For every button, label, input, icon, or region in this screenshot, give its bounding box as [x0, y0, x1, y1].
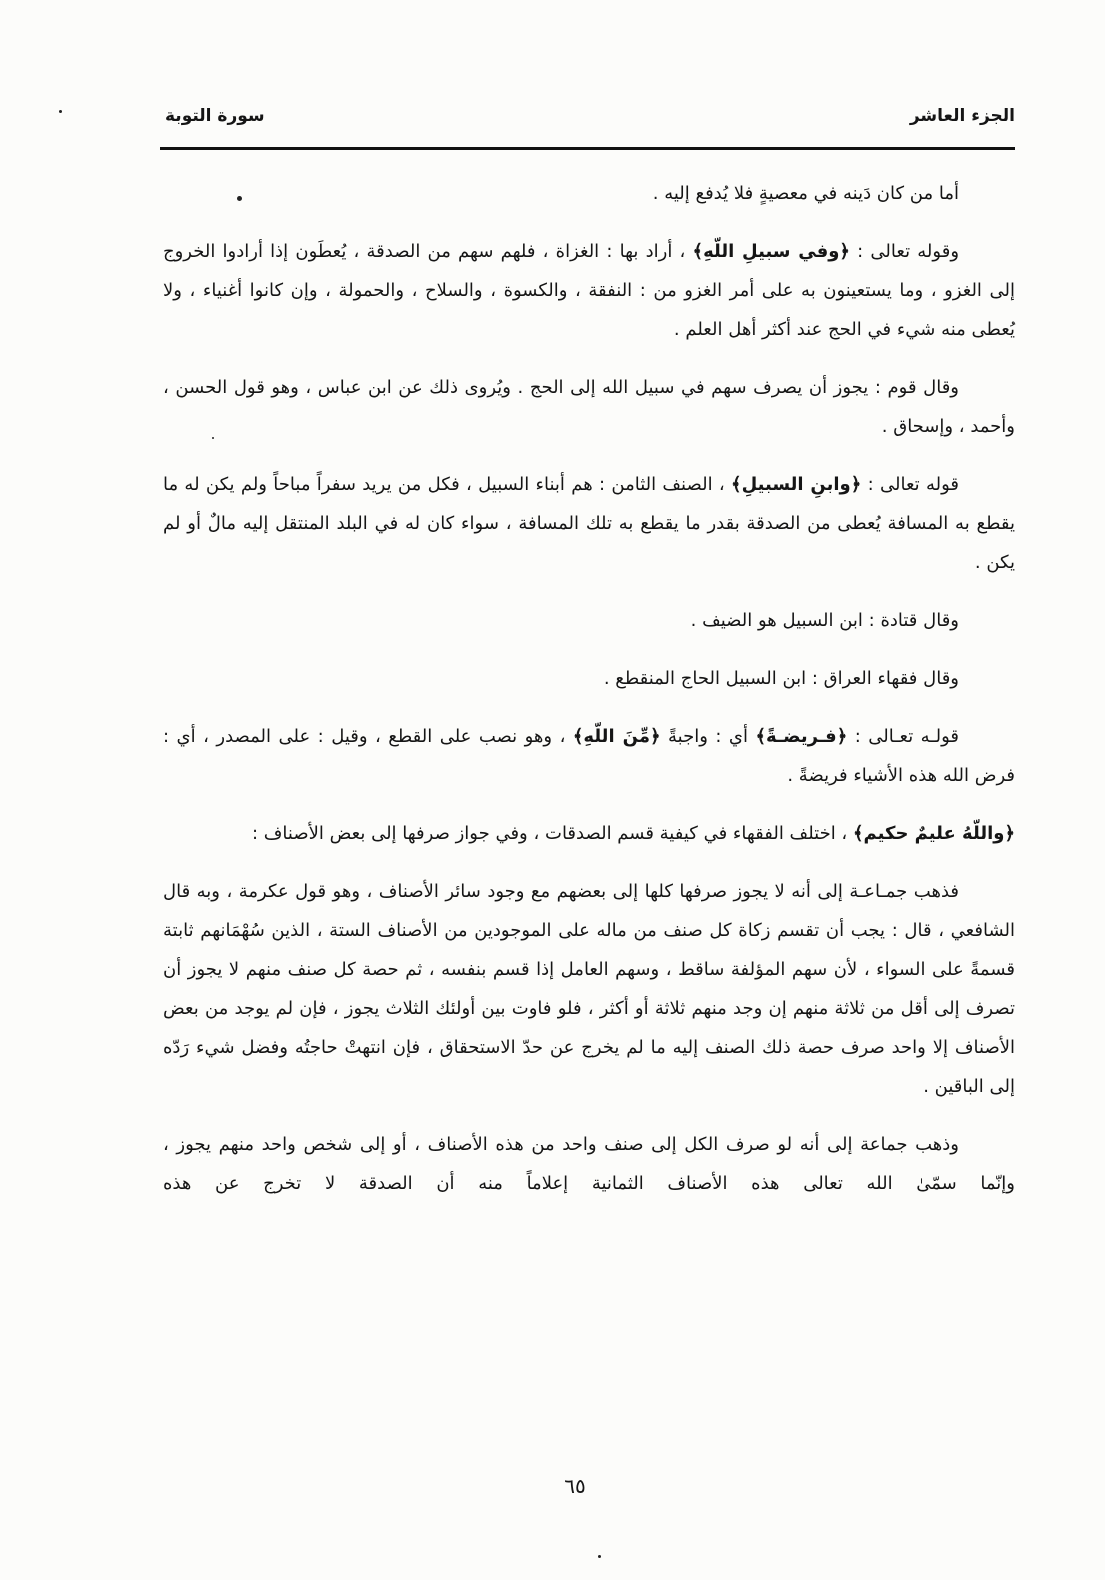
quran-quote: ﴿مِّنَ اللّهِ﴾	[572, 726, 661, 747]
header-rule	[160, 147, 1015, 150]
paragraph	[163, 174, 1015, 213]
paragraph	[163, 717, 1015, 795]
text-segment: ، اختلف الفقهاء في كيفية قسم الصدقات ، وفي جواز صرفها إلى بعض الأصناف :	[251, 823, 853, 844]
paragraph	[163, 601, 1015, 640]
paragraph	[163, 659, 1015, 698]
paragraph	[163, 465, 1015, 582]
paragraph	[163, 232, 1015, 349]
text-segment: ، الصنف الثامن : هم أبناء السبيل ، فكل من يريد سفراً مباحاً ولم يكن له ما يقطع به المسافة يُعطى من الصدقة بقدر ما يقطع به تلك المسافة ، سواء كان له في البلد المنتقل إليه مالٌ أو لم يكن .	[163, 474, 1015, 573]
text-segment: وقال فقهاء العراق : ابن السبيل الحاج المنقطع .	[603, 668, 959, 689]
text-segment: فذهب جمـاعـة إلى أنه لا يجوز صرفها كلها إلى بعضهم مع وجود سائر الأصناف ، وهو قول عكرمة ، وبه قال الشافعي ، قال : يجب أن تقسم زكاة كل صنف من ماله على الموجودين من الأصناف الستة ، الذين سُهْمَانهم ثابتة قسمةً على السواء ، لأن سهم المؤلفة ساقط ، وسهم العامل إذا قسم بنفسه ، ثم حصة كل صنف منهم لا يجوز أن تصرف إلى أقل من ثلاثة منهم إن وجد منهم ثلاثة أو أكثر ، فلو فاوت بين أولئك الثلاث يجوز ، فإن لم يوجد من بعض الأصناف إلا واحد صرف حصة ذلك الصنف إليه ما لم يخرج عن حدّ الاستحقاق ، فإن انتهتْ حاجتُه وفضل شيء رَدّه إلى الباقين .	[163, 881, 1015, 1097]
quran-quote: ﴿وفي سبيلِ اللّهِ﴾	[692, 241, 850, 262]
page-number: ٦٥	[564, 1474, 586, 1498]
text-segment: وقال قوم : يجوز أن يصرف سهم في سبيل الله إلى الحج . ويُروى ذلك عن ابن عباس ، وهو قول الحسن ، وأحمد ، وإسحاق .	[163, 377, 1015, 437]
text-segment: وذهب جماعة إلى أنه لو صرف الكل إلى صنف واحد من هذه الأصناف ، أو إلى شخص واحد منهم يجوز ، وإنّما سمّىٰ الله تعالى هذه الأصناف الثمانية إعلاماً منه أن الصدقة لا تخرج عن هذه	[163, 1134, 1015, 1194]
paragraph	[163, 368, 1015, 446]
scan-speck	[59, 110, 62, 113]
text-segment: ، وهو نصب على القطع ، وقيل : على المصدر ، أي : فرض الله هذه الأشياء فريضةً .	[163, 726, 1015, 786]
paragraph	[163, 872, 1015, 1106]
scan-speck	[598, 1555, 601, 1558]
quran-quote: ﴿واللّهُ عليمٌ حكيم﴾	[852, 823, 1015, 844]
text-segment: قوله تعالى :	[861, 474, 959, 495]
text-segment: وقال قتادة : ابن السبيل هو الضيف .	[690, 610, 959, 631]
paragraph-continued	[163, 1125, 1015, 1203]
text-segment: أي : واجبةً	[660, 726, 756, 747]
text-segment: أما من كان دَينه في معصيةٍ فلا يُدفع إليه .	[652, 183, 959, 204]
paragraph	[163, 814, 1015, 853]
text-segment: وقوله تعالى :	[849, 241, 960, 262]
running-header-surah: سورة التوبة	[165, 106, 265, 126]
quran-quote: ﴿وابنِ السبيلِ﴾	[731, 474, 862, 495]
running-header-part: الجزء العاشر	[909, 106, 1015, 126]
text-segment: ، أراد بها : الغزاة ، فلهم سهم من الصدقة ، يُعطَون إذا أرادوا الخروج إلى الغزو ، وما يستعينون به على أمر الغزو من : النفقة ، والكسوة ، والسلاح ، والحمولة ، وإن كانوا أغنياء ، ولا يُعطى منه شيء في الحج عند أكثر أهل العلم .	[163, 241, 1015, 340]
quran-quote: ﴿فـريضـةً﴾	[755, 726, 848, 747]
page-body	[163, 174, 1015, 1222]
text-segment: قولـه تعـالى :	[847, 726, 959, 747]
